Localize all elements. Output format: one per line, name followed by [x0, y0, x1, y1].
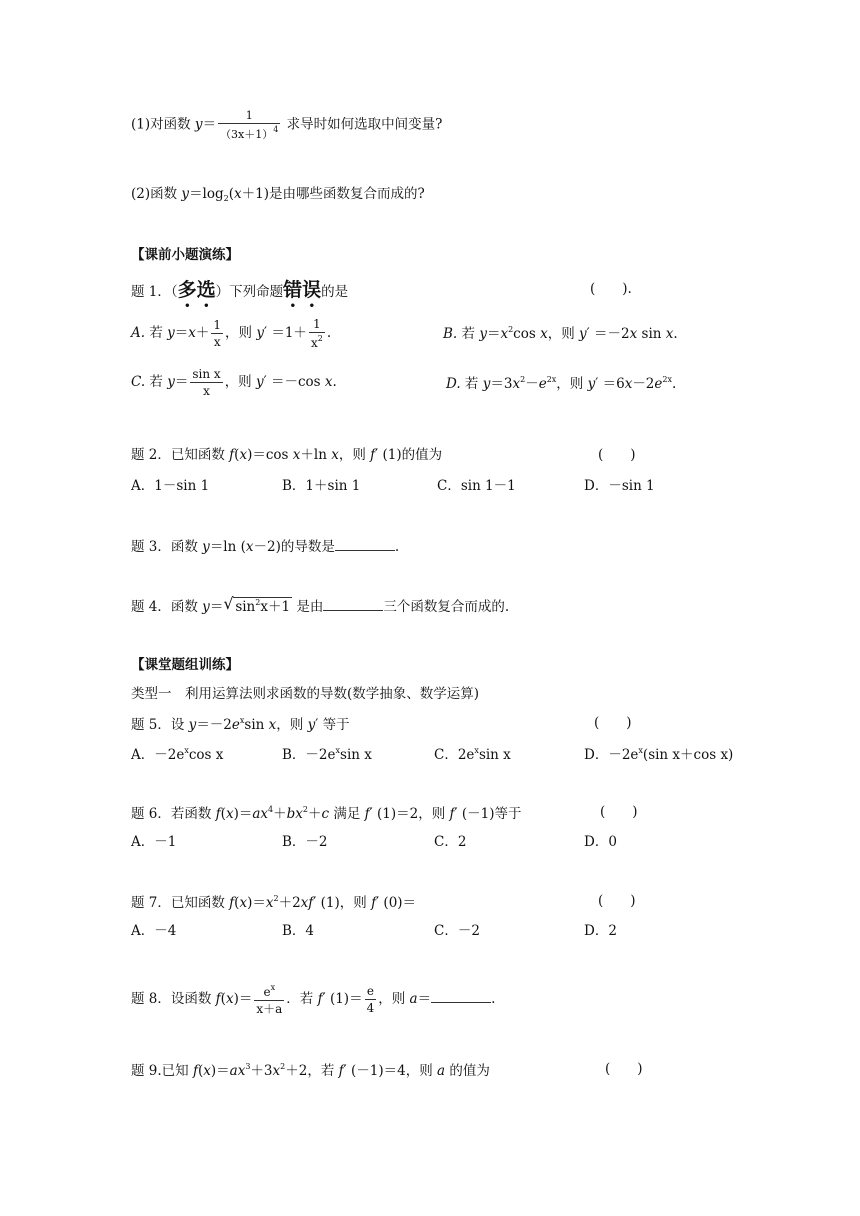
text: y	[167, 374, 175, 390]
text: x	[540, 326, 548, 342]
text: ＝	[209, 599, 224, 615]
text: ＝	[417, 991, 432, 1007]
text: f	[338, 1063, 344, 1079]
text: y	[587, 376, 596, 392]
text: a	[437, 1063, 446, 1079]
text: c	[321, 806, 330, 822]
text: x	[629, 326, 638, 342]
text: e	[231, 717, 240, 733]
text: ′ (－1)＝4，则	[343, 1063, 437, 1079]
text: ＝log	[189, 186, 224, 202]
text: x	[272, 1063, 281, 1079]
fraction	[254, 984, 284, 1015]
question-7-answer-bracket: ( )	[598, 893, 636, 909]
fraction	[190, 368, 222, 397]
exponent: 2	[273, 894, 279, 903]
exponent: x	[474, 746, 479, 755]
denominator: x＋a	[256, 1002, 283, 1016]
text: ＋	[195, 325, 210, 341]
text: x	[624, 376, 633, 392]
text: )＝cos	[247, 447, 293, 463]
question-1-option-b	[443, 326, 678, 342]
question-7-option-c: C．－2	[434, 923, 480, 939]
text: 的值为	[445, 1063, 490, 1079]
text: .	[673, 326, 678, 342]
text: ＋2	[278, 895, 301, 911]
exponent: x	[335, 746, 341, 755]
question-3	[131, 540, 399, 555]
text: sin	[235, 599, 256, 615]
text: 题 7．已知函数	[131, 895, 230, 911]
text: 若	[145, 374, 168, 390]
answer-blank	[431, 992, 491, 1003]
text: ＝－2	[196, 717, 232, 733]
option-letter: B.	[443, 326, 458, 342]
text: ＋3	[250, 1063, 273, 1079]
text: ＋1)是由哪些函数复合而成的?	[241, 186, 425, 202]
text: x	[500, 326, 509, 342]
numerator	[254, 984, 284, 1001]
text: －	[525, 376, 539, 392]
text: f	[364, 806, 370, 822]
text: y	[167, 325, 175, 341]
question-6-stem	[131, 806, 522, 822]
text: 求导时如何选取中间变量?	[282, 116, 443, 133]
text: (	[228, 186, 235, 202]
radical-sign: √	[223, 594, 234, 613]
exponent: x	[638, 746, 643, 755]
numerator: sin x	[192, 367, 221, 381]
text: (	[220, 991, 226, 1007]
text: 满足	[329, 806, 365, 822]
question-7-option-b: B．4	[282, 923, 315, 939]
text: f	[370, 447, 376, 463]
exponent: 2	[280, 1062, 286, 1071]
question-5-answer-bracket: ( )	[594, 715, 632, 731]
answer-blank	[335, 540, 395, 551]
text: f	[229, 895, 235, 911]
square-root	[223, 594, 292, 615]
text: x	[239, 447, 248, 463]
text: A．－2e	[131, 747, 185, 763]
question-6-option-c: C．2	[434, 834, 467, 850]
fraction	[309, 318, 325, 349]
text: ＋	[307, 806, 322, 822]
text: f	[371, 895, 377, 911]
text: x	[292, 447, 301, 463]
text: ′ ＝1＋	[263, 325, 307, 341]
text: bx	[286, 806, 303, 822]
text: (	[197, 1063, 204, 1079]
text: )＝	[233, 806, 253, 822]
text: 题 6．若函数	[131, 806, 216, 822]
emphasis-text: 错误	[283, 279, 322, 301]
exponent: 4	[268, 805, 274, 814]
text: x	[225, 991, 234, 1007]
numerator: 1	[309, 318, 325, 333]
text: f	[229, 447, 235, 463]
text: (sin x＋cos x)	[642, 747, 734, 763]
text: ′ ＝－cos	[263, 374, 325, 390]
exponent: 2	[317, 334, 323, 343]
text: .	[326, 325, 332, 341]
text: 题 3．函数	[131, 539, 203, 555]
text: ax	[252, 806, 269, 822]
text: ＋ln	[300, 447, 332, 463]
text: ＝	[174, 374, 189, 390]
question-1-option-c	[131, 368, 337, 397]
text: e	[654, 376, 663, 392]
text: cos	[513, 326, 541, 342]
text: e	[538, 376, 547, 392]
question-5-option-a	[131, 747, 223, 763]
text: x	[203, 1063, 211, 1079]
text: f	[317, 991, 323, 1007]
question-5-option-c	[434, 747, 511, 763]
text: sin x	[340, 747, 372, 763]
question-9-stem	[131, 1063, 490, 1079]
question-2-option-b: B．1＋sin 1	[282, 478, 361, 494]
text: ，则	[556, 376, 588, 392]
text: ，则	[378, 991, 410, 1007]
text: (2)函数	[131, 186, 182, 202]
text: (	[234, 895, 240, 911]
text: y	[188, 717, 197, 733]
denominator: x	[203, 384, 210, 398]
question-9-answer-bracket: ( )	[605, 1061, 643, 1077]
text: ′ (0)＝	[376, 895, 417, 911]
text: x	[188, 325, 196, 341]
text: －2	[632, 376, 655, 392]
text: x	[310, 336, 318, 350]
numerator: 1	[218, 110, 280, 124]
exponent: 2	[508, 325, 514, 334]
question-2-option-c: C．sin 1－1	[437, 478, 516, 494]
text: y	[579, 326, 587, 342]
text: ′ ＝－2	[586, 326, 630, 342]
text: sin	[637, 326, 666, 342]
text: ＝3	[490, 376, 513, 392]
text: ＋2，若	[285, 1063, 339, 1079]
fraction	[211, 319, 223, 348]
text: y	[256, 325, 264, 341]
text: ′ (1)，则	[313, 895, 372, 911]
text: ）下列命题	[215, 284, 284, 300]
text: xf	[300, 895, 314, 911]
text: （3x＋1）	[220, 128, 274, 141]
text: 若	[457, 326, 480, 342]
option-letter: A.	[131, 325, 146, 341]
pre-question-1	[131, 110, 442, 140]
numerator: 1	[213, 318, 222, 332]
text: x	[324, 374, 333, 390]
text: ，则	[225, 325, 257, 341]
text: e	[263, 985, 271, 999]
text: y	[479, 326, 487, 342]
pre-question-2	[131, 188, 425, 203]
text: 是由	[292, 599, 324, 615]
text: ′ (－1)等于	[454, 806, 522, 822]
text: x	[239, 895, 248, 911]
question-1-stem	[131, 279, 348, 312]
exponent: x	[239, 716, 245, 725]
text: y	[307, 717, 316, 733]
text: x	[665, 326, 674, 342]
question-2-stem	[131, 449, 442, 463]
text: B．－2e	[282, 747, 336, 763]
text: ＝ln (	[209, 539, 246, 555]
text: ，则	[338, 447, 371, 463]
exponent: 2	[255, 598, 261, 607]
text: ，则	[547, 326, 580, 342]
question-8	[131, 984, 495, 1015]
question-4	[131, 594, 510, 615]
exponent: 2	[302, 805, 308, 814]
text: y	[482, 376, 491, 392]
question-2-answer-bracket: ( )	[598, 447, 636, 463]
text: )＝	[233, 991, 253, 1007]
text: .	[491, 991, 496, 1007]
text: )＝	[210, 1063, 230, 1079]
question-5-stem	[131, 717, 350, 733]
text: x	[234, 186, 242, 202]
fraction	[218, 110, 280, 140]
question-5-option-d	[584, 747, 733, 763]
text: ′ (1)的值为	[375, 447, 443, 463]
question-7-stem	[131, 895, 416, 911]
text: ax	[229, 1063, 246, 1079]
text: f	[215, 806, 221, 822]
section-heading-in-class: 【课堂题组训练】	[131, 657, 239, 673]
denominator: 4	[366, 1001, 375, 1015]
question-6-option-d: D．0	[584, 834, 617, 850]
question-7-option-a: A．－4	[131, 923, 177, 939]
text: ．若	[286, 991, 318, 1007]
text: x	[265, 895, 274, 911]
text: (	[234, 447, 240, 463]
text: C．2e	[434, 747, 475, 763]
type-one-heading: 类型一 利用运算法则求函数的导数(数学抽象、数学运算)	[131, 686, 480, 702]
text: ′ (1)＝2，则	[369, 806, 450, 822]
text: )＝	[247, 895, 266, 911]
question-6-option-b: B．－2	[282, 834, 328, 850]
text: x	[331, 447, 339, 463]
text: 题 9.	[131, 1063, 162, 1079]
text: 三个函数复合而成的.	[383, 599, 510, 615]
text: 题 8．设函数	[131, 991, 216, 1007]
text: x	[245, 539, 254, 555]
text: D．－2e	[584, 747, 639, 763]
text: －2)的导数是	[253, 539, 335, 555]
text: 题 1．（	[131, 284, 178, 300]
text: 已知	[161, 1063, 193, 1079]
text: y	[202, 599, 210, 615]
text: f	[215, 991, 221, 1007]
text: y	[202, 539, 210, 555]
option-letter: C.	[131, 374, 146, 390]
text: ，则	[224, 374, 256, 390]
text: ，则	[276, 717, 308, 733]
answer-blank	[323, 600, 383, 611]
text: (1)对函数	[131, 116, 195, 133]
text: ＝	[174, 325, 189, 341]
question-2-option-d: D．－sin 1	[584, 478, 655, 494]
text: f	[449, 806, 455, 822]
text: .	[394, 539, 400, 555]
exponent: 4	[273, 125, 279, 134]
text: ′ ＝6	[595, 376, 625, 392]
question-6-answer-bracket: ( )	[600, 804, 638, 820]
text: sin	[244, 717, 269, 733]
text: 题 4．函数	[131, 599, 203, 615]
text: y	[255, 374, 264, 390]
question-2-option-a: A．1－sin 1	[131, 478, 210, 494]
text: ＋	[273, 806, 287, 822]
question-1-option-a	[131, 318, 331, 349]
text: ′ 等于	[315, 717, 350, 733]
subscript: 2	[223, 194, 229, 203]
text: cos x	[188, 747, 224, 763]
text: x	[225, 806, 234, 822]
text: x＋1	[260, 599, 291, 615]
exponent: x	[184, 746, 189, 755]
text: (	[220, 806, 226, 822]
text: ′ (1)＝	[322, 991, 363, 1007]
text: 若	[145, 325, 168, 341]
emphasis-text: 多选	[177, 279, 216, 301]
question-1-option-d	[446, 376, 676, 392]
radicand	[233, 597, 292, 615]
text: y	[181, 186, 190, 202]
text: f	[192, 1063, 198, 1079]
text: ＝	[486, 326, 501, 342]
text: y	[194, 116, 203, 133]
text: x	[268, 717, 277, 733]
text: a	[409, 991, 418, 1007]
text: 若	[460, 376, 483, 392]
question-6-option-a: A．－1	[131, 834, 177, 850]
numerator: e	[365, 985, 377, 1000]
text: .	[672, 376, 677, 392]
denominator	[218, 124, 280, 140]
text: 的是	[321, 284, 349, 300]
exponent: 2x	[662, 375, 673, 384]
option-letter: D.	[446, 376, 461, 392]
exponent: 3	[245, 1062, 251, 1071]
denominator: x	[213, 335, 221, 349]
fraction	[365, 985, 377, 1014]
exponent: x	[270, 983, 276, 992]
section-heading-pre-class: 【课前小题演练】	[131, 247, 239, 263]
question-7-option-d: D．2	[584, 923, 617, 939]
question-1-answer-bracket: ( ).	[590, 281, 632, 297]
exponent: 2	[520, 375, 526, 384]
text: 题 2．已知函数	[131, 447, 230, 463]
denominator	[309, 333, 325, 349]
text: sin x	[478, 747, 511, 763]
text: ＝	[202, 116, 217, 133]
exponent: 2x	[546, 375, 557, 384]
text: 题 5．设	[131, 717, 189, 733]
question-5-option-b	[282, 747, 372, 763]
text: x	[512, 376, 521, 392]
text: .	[332, 374, 337, 390]
